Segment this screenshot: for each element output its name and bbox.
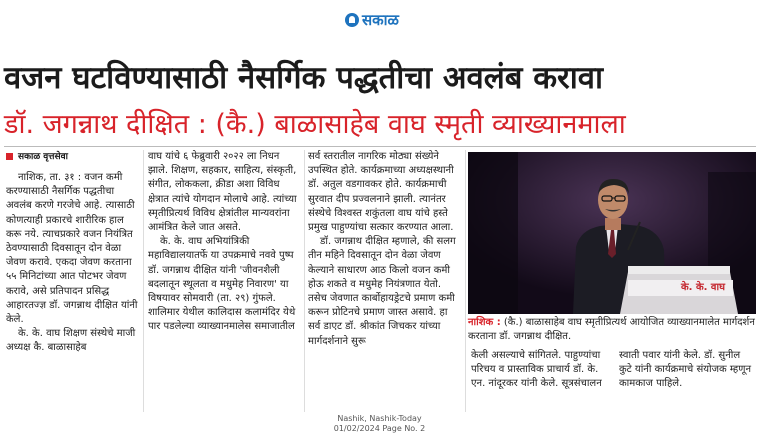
speaker-photo <box>468 152 756 314</box>
headline: वजन घटविण्यासाठी नैसर्गिक पद्धतीचा अवलंब करावा <box>4 60 604 96</box>
article-column-5 <box>619 349 755 392</box>
podium-sign: के. के. वाघ <box>681 282 725 293</box>
column-3-paragraph-2: डॉ. जगन्नाथ दीक्षित म्हणाले, की सलग तीन महिने दिवसातून दोन वेळा जेवण केल्याने साधारण आठ किलो वजन कमी होऊ शकते व मधुमेह नियंत्रणात येतो. तसेच जेवणात कार्बोहायड्रेटचे प्रमाण कमी करून प्रोटिनचे प्रमाण जास्त असावे. हा सर्व डाएट डॉ. श्रीकांत जिचकर यांच्या मार्गदर्शनाने सुरू <box>308 236 456 347</box>
column-4-paragraph-1: केली असल्याचे सांगितले. पाहुण्यांचा परिचय व प्रास्ताविक प्राचार्य डॉ. के. एन. नांदूरकर यांनी केले. सूत्रसंचालन <box>471 350 602 390</box>
byline: सकाळ वृत्तसेवा <box>18 152 68 162</box>
sakal-logo-icon <box>345 13 359 27</box>
column-divider <box>143 150 144 412</box>
article-column-1 <box>6 171 140 356</box>
column-3-paragraph-1: सर्व स्तरातील नागरिक मोठ्या संख्येने उपस्थित होते. कार्यक्रमाच्या अध्यक्षस्थानी डॉ. अतुल वडगावकर होते. कार्यक्रमाची सुरवात दीप प्रज्वलनाने झाली. त्यानंतर संस्थेचे विश्वस्त शकुंतला वाघ यांचे हस्ते प्रमुख पाहुण्यांचा सत्कार करण्यात आला. <box>308 151 454 234</box>
byline-bar <box>6 150 140 164</box>
article-column-3 <box>308 150 462 349</box>
column-divider <box>304 150 305 412</box>
caption-location: नाशिक : <box>468 317 501 328</box>
photo-caption <box>468 316 756 343</box>
column-2-paragraph-1: वाघ यांचे ६ फेब्रुवारी २०२२ ला निधन झाले. शिक्षण, सहकार, साहित्य, संस्कृती, संगीत, लोककला, क्रीडा अशा विविध क्षेत्रात त्यांचे योगदान मोलाचे आहे. त्यांच्या स्मृतीप्रित्यर्थ विविध क्षेत्रांतील मान्यवरांना आमंत्रित केले जात असते. <box>148 151 297 234</box>
logo-text: सकाळ <box>362 11 399 29</box>
article-column-4 <box>471 349 611 392</box>
edition-label: Nashik, Nashik-Today <box>337 414 422 423</box>
column-1-paragraph-2: के. के. वाघ शिक्षण संस्थेचे माजी अध्यक्ष कै. बाळासाहेब <box>6 328 136 354</box>
column-2-paragraph-2: के. के. वाघ अभियांत्रिकी महाविद्यालयातर्फे या उपक्रमाचे नववे पुष्प डॉ. जगन्नाथ दीक्षित यांनी 'जीवनशैली बदलातून स्थूलता व मधुमेह निवारण' या विषयावर सोमवारी (ता. २९) गुंफले. शालिमार येथील कालिदास कलामंदिर येथे पार पडलेल्या व्याख्यानमालेस समाजातील <box>148 236 296 333</box>
column-1-paragraph-1: नाशिक, ता. ३१ : वजन कमी करण्यासाठी नैसर्गिक पद्धतीचा अवलंब करणे गरजेचे आहे. त्यासाठी कोणत्याही प्रकारचे शारीरिक हाल करू नये. त्याचप्रकारे वजन नियंत्रित ठेवण्यासाठी दिवसातून दोन वेळा जेवण करावे. एकदा जेवण करताना ५५ मिनिटांच्या आत पोटभर जेवण करावे, असे प्रतिपादन प्रसिद्ध आहारतज्ज्ञ डॉ. जगन्नाथ दीक्षित यांनी केले. <box>6 172 138 326</box>
masthead <box>0 0 759 40</box>
article-column-2 <box>148 150 300 335</box>
column-divider <box>465 150 466 412</box>
subheadline: डॉ. जगन्नाथ दीक्षित : (कै.) बाळासाहेब वाघ स्मृती व्याख्यानमाला <box>4 109 626 140</box>
caption-text: (कै.) बाळासाहेब वाघ स्मृतीप्रित्यर्थ आयोजित व्याख्यानमालेत मार्गदर्शन करताना डॉ. जगन्नाथ दीक्षित. <box>468 317 755 342</box>
column-5-paragraph-1: स्वाती पवार यांनी केले. डॉ. सुनील कुटे यांनी कार्यक्रमाचे संयोजक म्हणून कामकाज पाहिले. <box>619 350 751 390</box>
sakal-logo <box>345 10 399 30</box>
byline-square-icon <box>6 153 13 160</box>
date-page-label: 01/02/2024 Page No. 2 <box>333 424 426 433</box>
page-footer <box>0 414 759 434</box>
header-rule <box>4 146 756 147</box>
